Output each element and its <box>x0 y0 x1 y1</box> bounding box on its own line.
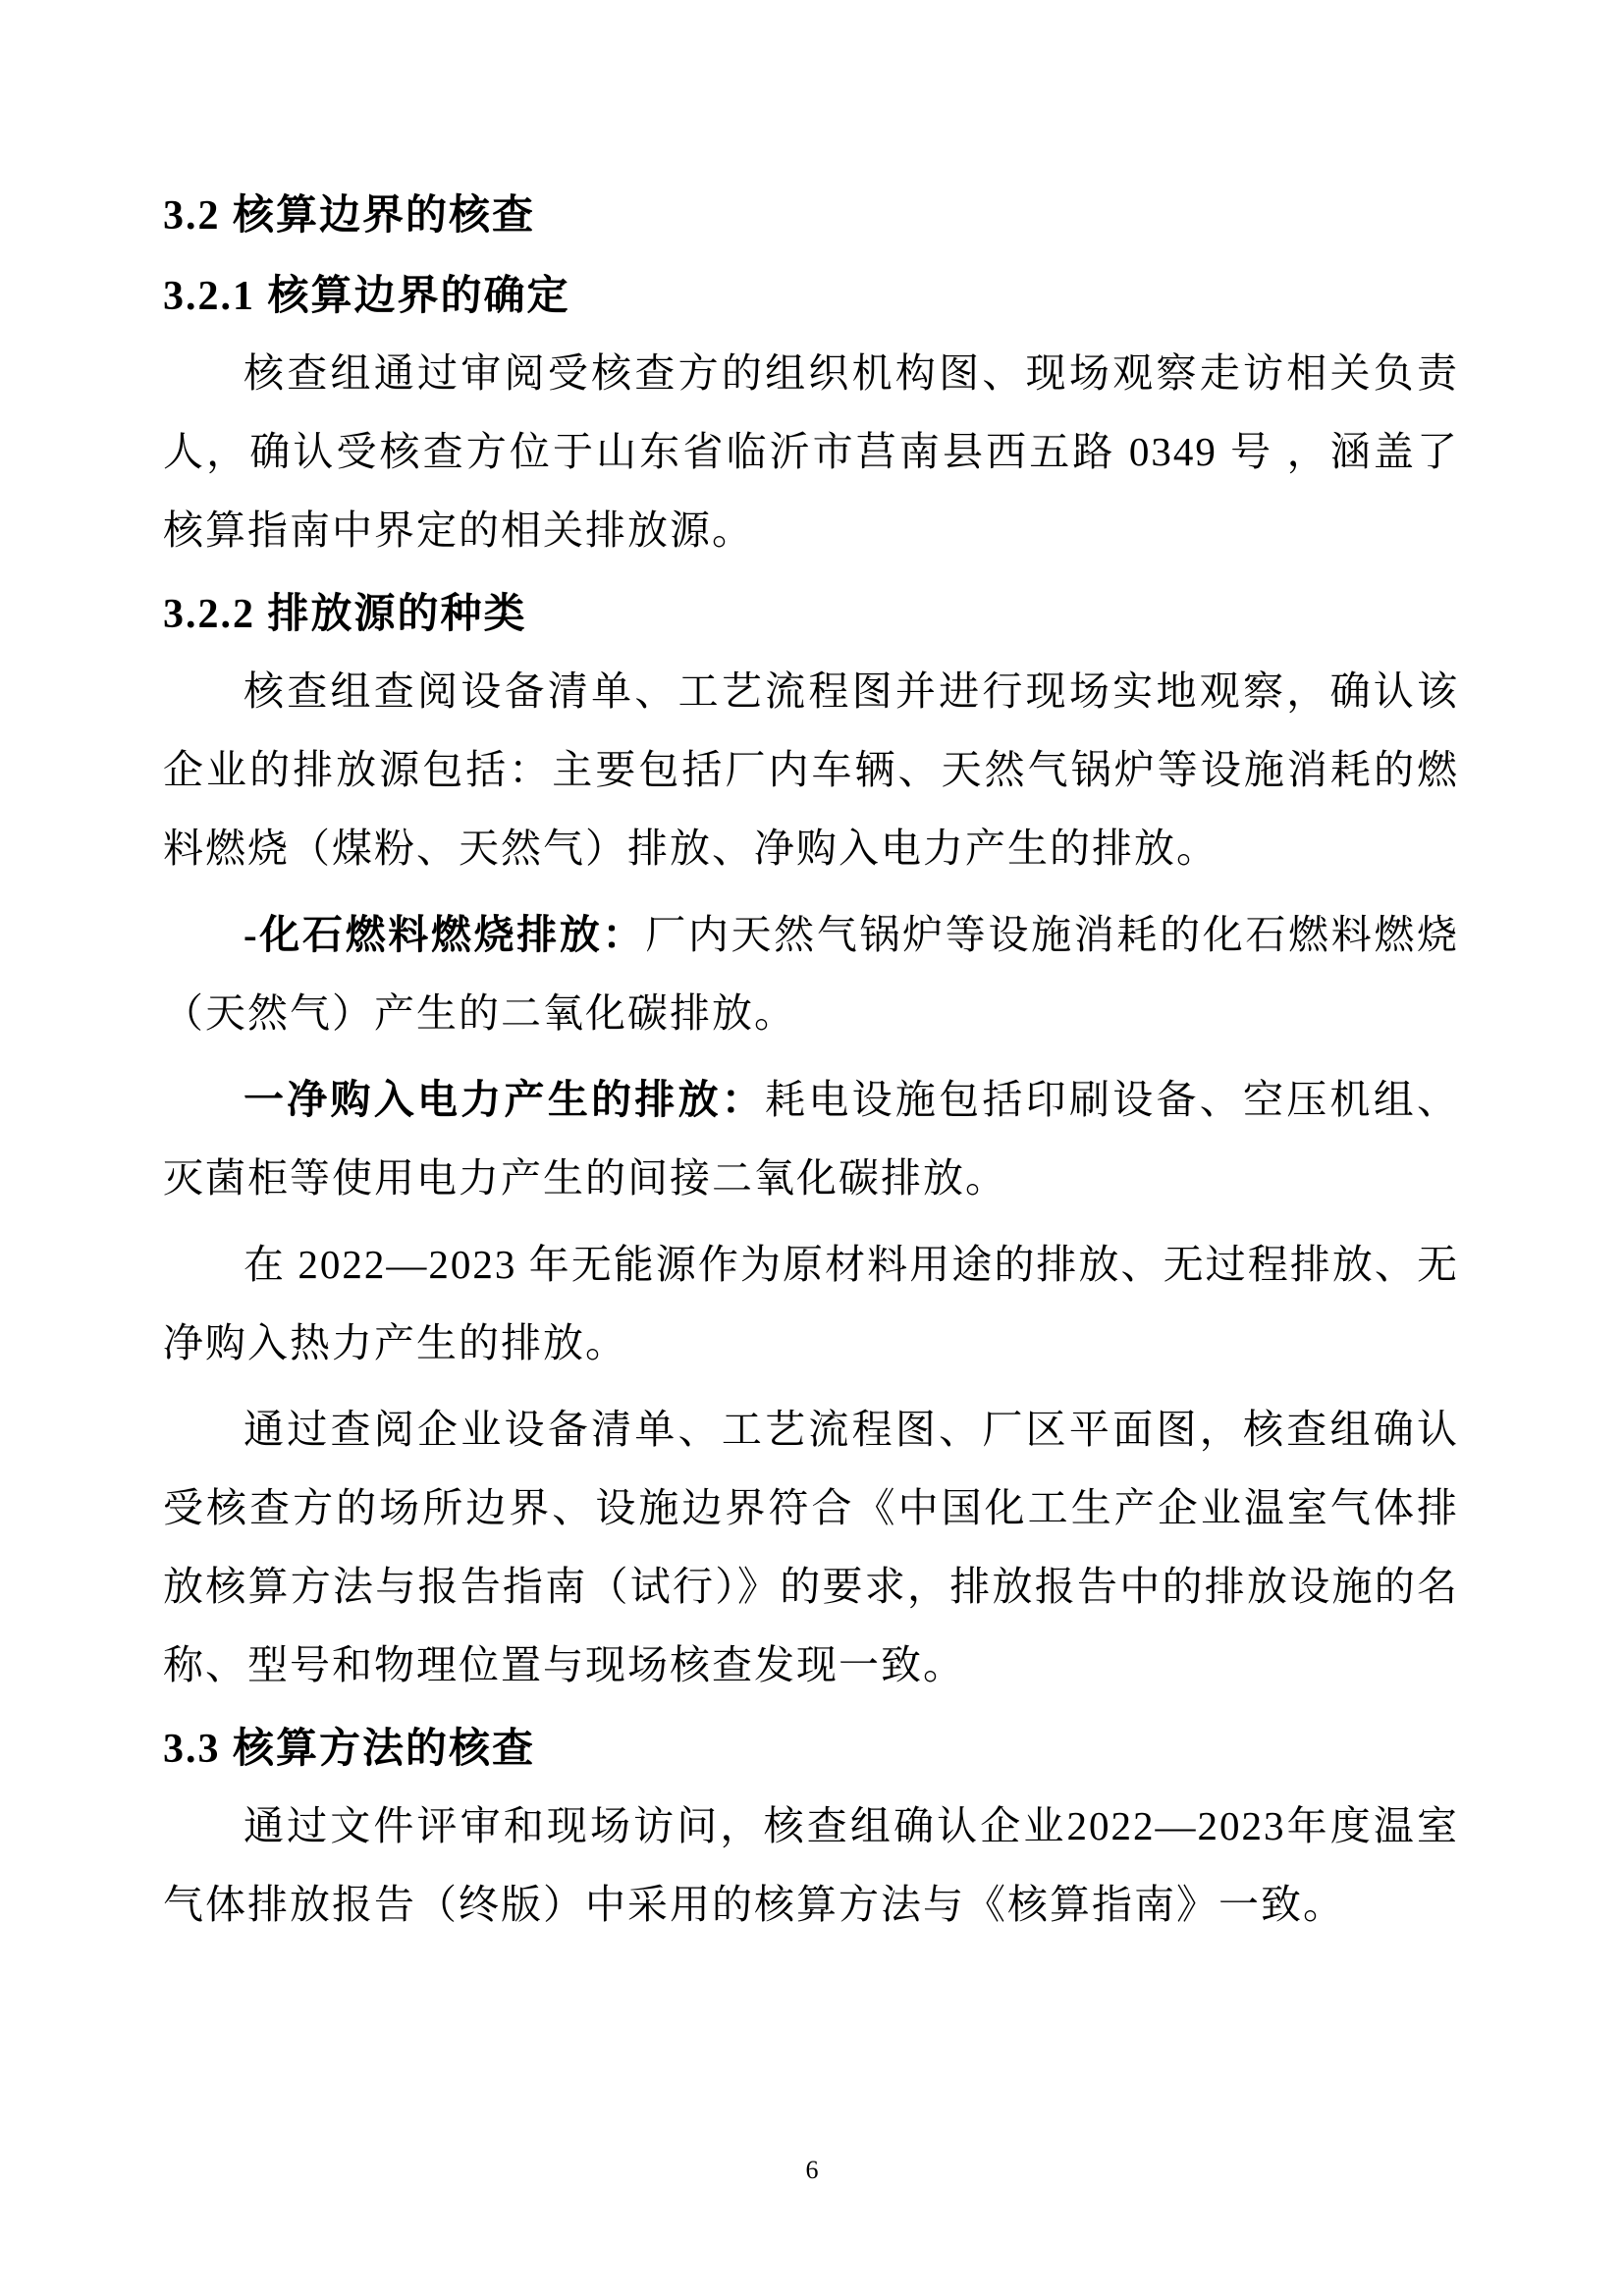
paragraph-accounting-method: 通过文件评审和现场访问，核查组确认企业2022—2023年度温室气体排放报告（终版）中采用的核算方法与《核算指南》一致。 <box>163 1803 1459 1927</box>
paragraph-emission-sources: 核查组查阅设备清单、工艺流程图并进行现场实地观察，确认该企业的排放源包括：主要包括厂内车辆、天然气锅炉等设施消耗的燃料燃烧（煤粉、天然气）排放、净购入电力产生的排放。 <box>163 668 1459 871</box>
paragraph-purchased-electricity-emission <box>163 1060 1459 1217</box>
purchased-electricity-emission-lead: 一净购入电力产生的排放： <box>244 1077 766 1122</box>
fossil-fuel-emission-lead: -化石燃料燃烧排放： <box>244 912 646 957</box>
section-heading-3-2-2: 3.2.2 排放源的种类 <box>163 592 527 637</box>
fossil-fuel-emission-body: 厂内天然气锅炉等设施消耗的化石燃料燃烧（天然气）产生的二氧化碳排放。 <box>163 912 1460 1036</box>
paragraph-fossil-fuel-emission <box>163 895 1459 1052</box>
paragraph-no-other-emissions: 在 2022—2023 年无能源作为原材料用途的排放、无过程排放、无净购入热力产生的排放。 <box>163 1242 1459 1365</box>
paragraph-boundary-conformity: 通过查阅企业设备清单、工艺流程图、厂区平面图，核查组确认受核查方的场所边界、设施边界符合《中国化工生产企业温室气体排放核算方法与报告指南（试行）》的要求，排放报告中的排放设施的名称、型号和物理位置与现场核查发现一致。 <box>163 1407 1459 1687</box>
section-heading-3-2: 3.2 核算边界的核查 <box>163 193 536 239</box>
purchased-electricity-emission-body: 耗电设施包括印刷设备、空压机组、灭菌柜等使用电力产生的间接二氧化碳排放。 <box>163 1077 1460 1201</box>
section-heading-3-2-1: 3.2.1 核算边界的确定 <box>163 274 570 319</box>
paragraph-accounting-boundary: 核查组通过审阅受核查方的组织机构图、现场观察走访相关负责人，确认受核查方位于山东省临沂市莒南县西五路 0349 号 ，涵盖了核算指南中界定的相关排放源。 <box>163 350 1459 553</box>
page-number: 6 <box>805 2156 819 2184</box>
section-heading-3-3: 3.3 核算方法的核查 <box>163 1727 536 1772</box>
